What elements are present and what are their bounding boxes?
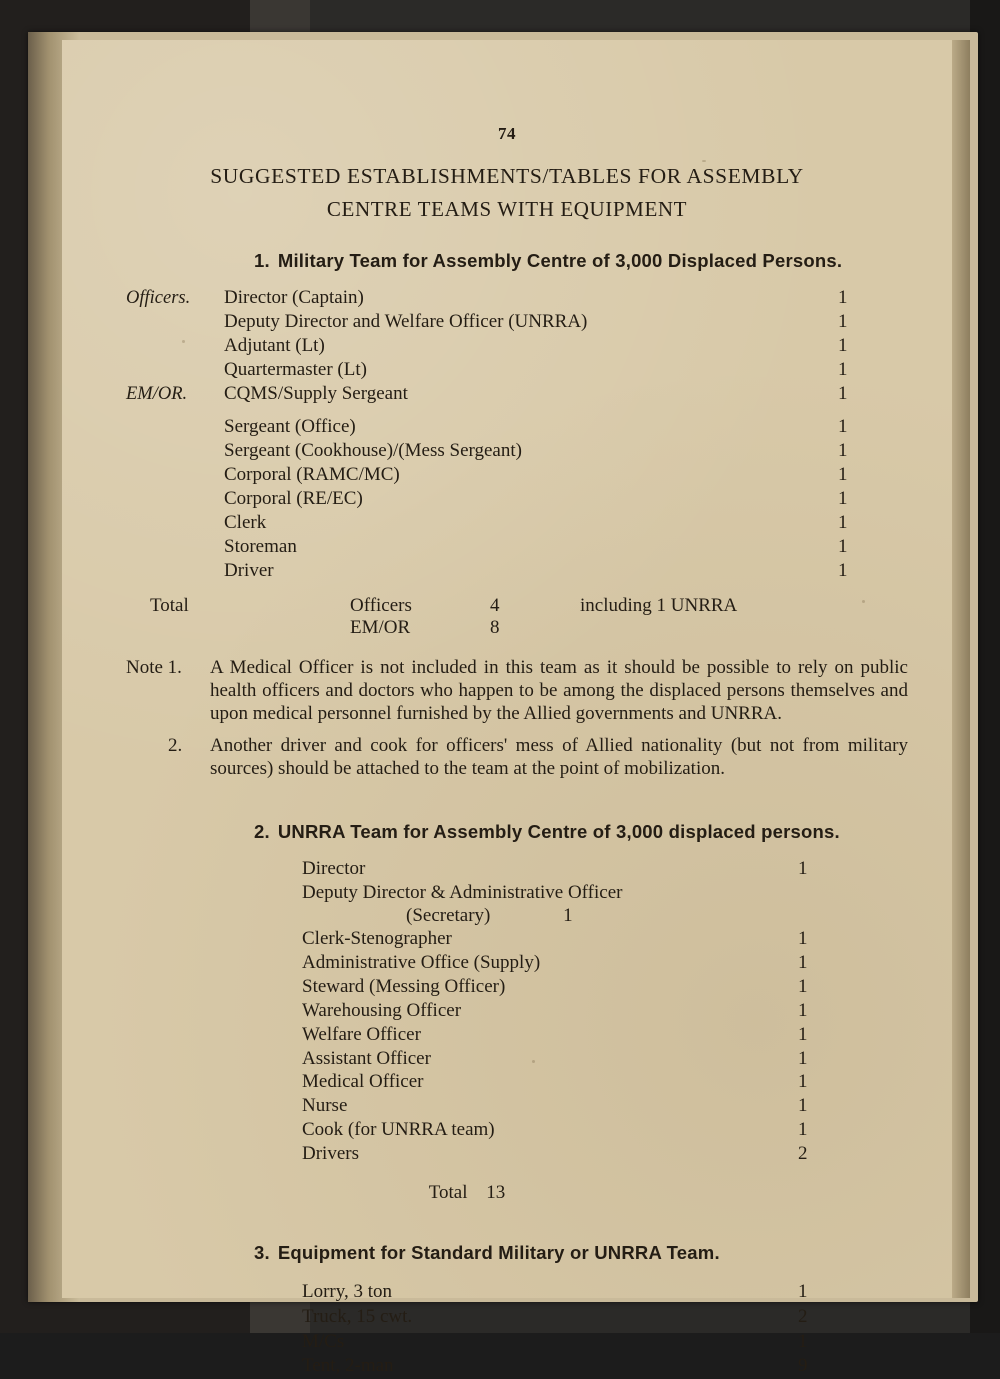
note-1-text: A Medical Officer is not included in this team as it should be possible to rely on public health officers and doctors who happen to be among the displaced persons themselves and upon medical personnel furnished by the Allied governments and UNRRA. — [210, 656, 908, 724]
roster-label: Clerk-Stenographer — [302, 927, 452, 949]
note-2-label: 2. — [168, 735, 183, 757]
document-heading-line-2: CENTRE TEAMS WITH EQUIPMENT — [326, 197, 688, 221]
section-1-number: 1. — [254, 250, 270, 271]
section-3-heading-text: Equipment for Standard Military or UNRRA Team. — [277, 1242, 720, 1264]
roster-qty: 1 — [798, 857, 808, 879]
total-emor-label: EM/OR — [350, 616, 411, 638]
roster-label: Corporal (RE/EC) — [224, 488, 363, 510]
roster-label: Welfare Officer — [302, 1023, 421, 1045]
officers-group-label: Officers. — [126, 288, 191, 308]
roster-qty: 1 — [798, 1047, 808, 1069]
roster-qty: 1 — [838, 536, 848, 558]
roster-row — [106, 415, 908, 439]
roster-label: Nurse — [302, 1095, 348, 1117]
note-2-text: Another driver and cook for officers' mess of Allied nationality (but not from military sources) should be attached to the team at the point of mobilization. — [210, 735, 908, 780]
roster-row — [302, 951, 908, 975]
roster-qty: 1 — [798, 999, 808, 1021]
roster-row — [106, 511, 908, 535]
roster-qty: 1 — [798, 1095, 808, 1117]
roster-qty: 1 — [798, 975, 808, 997]
roster-qty: 1 — [798, 1071, 808, 1093]
equipment-label: Tent, 2-man — [302, 1355, 394, 1377]
roster-row — [106, 334, 908, 358]
roster-label: Deputy Director & Administrative Officer — [302, 881, 623, 903]
roster-label: Steward (Messing Officer) — [302, 975, 506, 997]
roster-qty: 1 — [838, 335, 848, 357]
roster-label: Warehousing Officer — [302, 999, 462, 1021]
section-2-number: 2. — [254, 820, 270, 842]
roster-spacer — [106, 406, 908, 415]
roster-row — [106, 310, 908, 334]
roster-row — [302, 1047, 908, 1071]
equipment-label: M/Cs — [302, 1330, 345, 1352]
roster-qty: 1 — [838, 416, 848, 438]
roster-qty: 1 — [838, 383, 848, 405]
roster-row — [106, 559, 908, 583]
equipment-row — [302, 1354, 908, 1379]
note-1 — [106, 657, 908, 725]
secretary-qty: 1 — [563, 904, 573, 926]
roster-label: Storeman — [224, 536, 297, 558]
roster-row — [106, 487, 908, 511]
roster-row — [106, 286, 908, 310]
roster-qty: 1 — [838, 488, 848, 510]
roster-row — [302, 881, 908, 905]
roster-label: Sergeant (Cookhouse)/(Mess Sergeant) — [224, 440, 522, 462]
total-emor-value: 8 — [490, 616, 500, 638]
roster-qty: 1 — [838, 311, 848, 333]
roster-label: Quartermaster (Lt) — [224, 359, 367, 381]
total-officers-value: 4 — [490, 594, 500, 616]
equipment-qty: 2 — [798, 1305, 808, 1327]
roster-label: Administrative Office (Supply) — [302, 951, 541, 973]
roster-qty: 1 — [798, 951, 808, 973]
roster-row — [302, 975, 908, 999]
roster-label: Corporal (RAMC/MC) — [224, 464, 400, 486]
page-content — [62, 40, 952, 1379]
page-number: 74 — [498, 124, 516, 143]
roster-row — [106, 463, 908, 487]
equipment-list — [106, 1280, 908, 1379]
roster-row — [106, 535, 908, 559]
section-3-title — [106, 1242, 908, 1264]
roster-row — [302, 1094, 908, 1118]
roster-qty: 2 — [798, 1143, 808, 1165]
section-3-number: 3. — [254, 1242, 270, 1264]
document-page — [62, 40, 952, 1377]
total-officers-label: Officers — [350, 594, 412, 616]
document-heading-line-1: SUGGESTED ESTABLISHMENTS/TABLES FOR ASSEMBLY — [210, 164, 804, 188]
section-2-heading-text: UNRRA Team for Assembly Centre of 3,000 displaced persons. — [277, 820, 840, 842]
equipment-qty: 9 — [798, 1355, 808, 1377]
roster-qty: 1 — [798, 1023, 808, 1045]
roster-qty: 1 — [838, 512, 848, 534]
roster-label: Driver — [224, 560, 274, 582]
equipment-row — [302, 1330, 908, 1355]
equipment-label: Truck, 15 cwt. — [302, 1305, 413, 1327]
roster-row — [302, 999, 908, 1023]
roster-qty: 1 — [838, 359, 848, 381]
equipment-row — [302, 1280, 908, 1305]
roster-row — [106, 382, 908, 406]
section-1-heading-text: Military Team for Assembly Centre of 3,000 Displaced Persons. — [277, 250, 843, 271]
total-emor-note-spacer — [580, 617, 908, 639]
military-total-officers-line — [106, 595, 908, 617]
emor-group-label: EM/OR. — [126, 384, 188, 405]
unrra-total-value: 13 — [486, 1182, 506, 1204]
roster-label: Deputy Director and Welfare Officer (UNRRA) — [224, 311, 588, 333]
roster-label: Assistant Officer — [302, 1047, 431, 1069]
equipment-qty: 1 — [798, 1330, 808, 1352]
secretary-label: (Secretary) — [406, 904, 491, 926]
note-1-label: Note 1. — [126, 656, 182, 678]
section-2-title — [106, 821, 908, 843]
unrra-team-roster — [106, 857, 908, 905]
unrra-total-line — [106, 1182, 908, 1204]
military-total-emor-line — [106, 617, 908, 639]
roster-label: Cook (for UNRRA team) — [302, 1119, 495, 1141]
total-officers-note: including 1 UNRRA — [580, 594, 738, 616]
equipment-label: Lorry, 3 ton — [302, 1281, 393, 1303]
section-1-title — [106, 250, 908, 272]
roster-label: Adjutant (Lt) — [224, 335, 325, 357]
roster-qty: 1 — [838, 440, 848, 462]
roster-label: Director (Captain) — [224, 287, 364, 308]
unrra-team-roster-cont — [106, 927, 908, 1166]
roster-qty: 1 — [838, 287, 848, 308]
roster-label: Sergeant (Office) — [224, 416, 356, 438]
roster-qty: 1 — [838, 560, 848, 582]
roster-row — [302, 1118, 908, 1142]
total-word: Total — [150, 594, 189, 616]
roster-label: Medical Officer — [302, 1071, 424, 1093]
roster-row — [302, 1023, 908, 1047]
roster-row — [106, 358, 908, 382]
roster-qty: 1 — [798, 1119, 808, 1141]
roster-qty: 1 — [838, 464, 848, 486]
unrra-total-label: Total — [428, 1182, 468, 1204]
roster-row — [302, 927, 908, 951]
note-2 — [106, 735, 908, 781]
roster-label: Clerk — [224, 512, 267, 534]
equipment-qty: 1 — [798, 1281, 808, 1303]
roster-row — [106, 439, 908, 463]
total-word-spacer — [150, 617, 350, 639]
roster-row — [302, 1070, 908, 1094]
roster-label: Drivers — [302, 1143, 359, 1165]
secretary-line-wrapper — [106, 905, 908, 927]
equipment-row — [302, 1305, 908, 1330]
military-team-roster — [106, 286, 908, 583]
roster-label: Director — [302, 857, 366, 879]
roster-row — [302, 1142, 908, 1166]
roster-row — [302, 857, 908, 881]
roster-label: CQMS/Supply Sergeant — [224, 383, 408, 405]
roster-qty: 1 — [798, 927, 808, 949]
